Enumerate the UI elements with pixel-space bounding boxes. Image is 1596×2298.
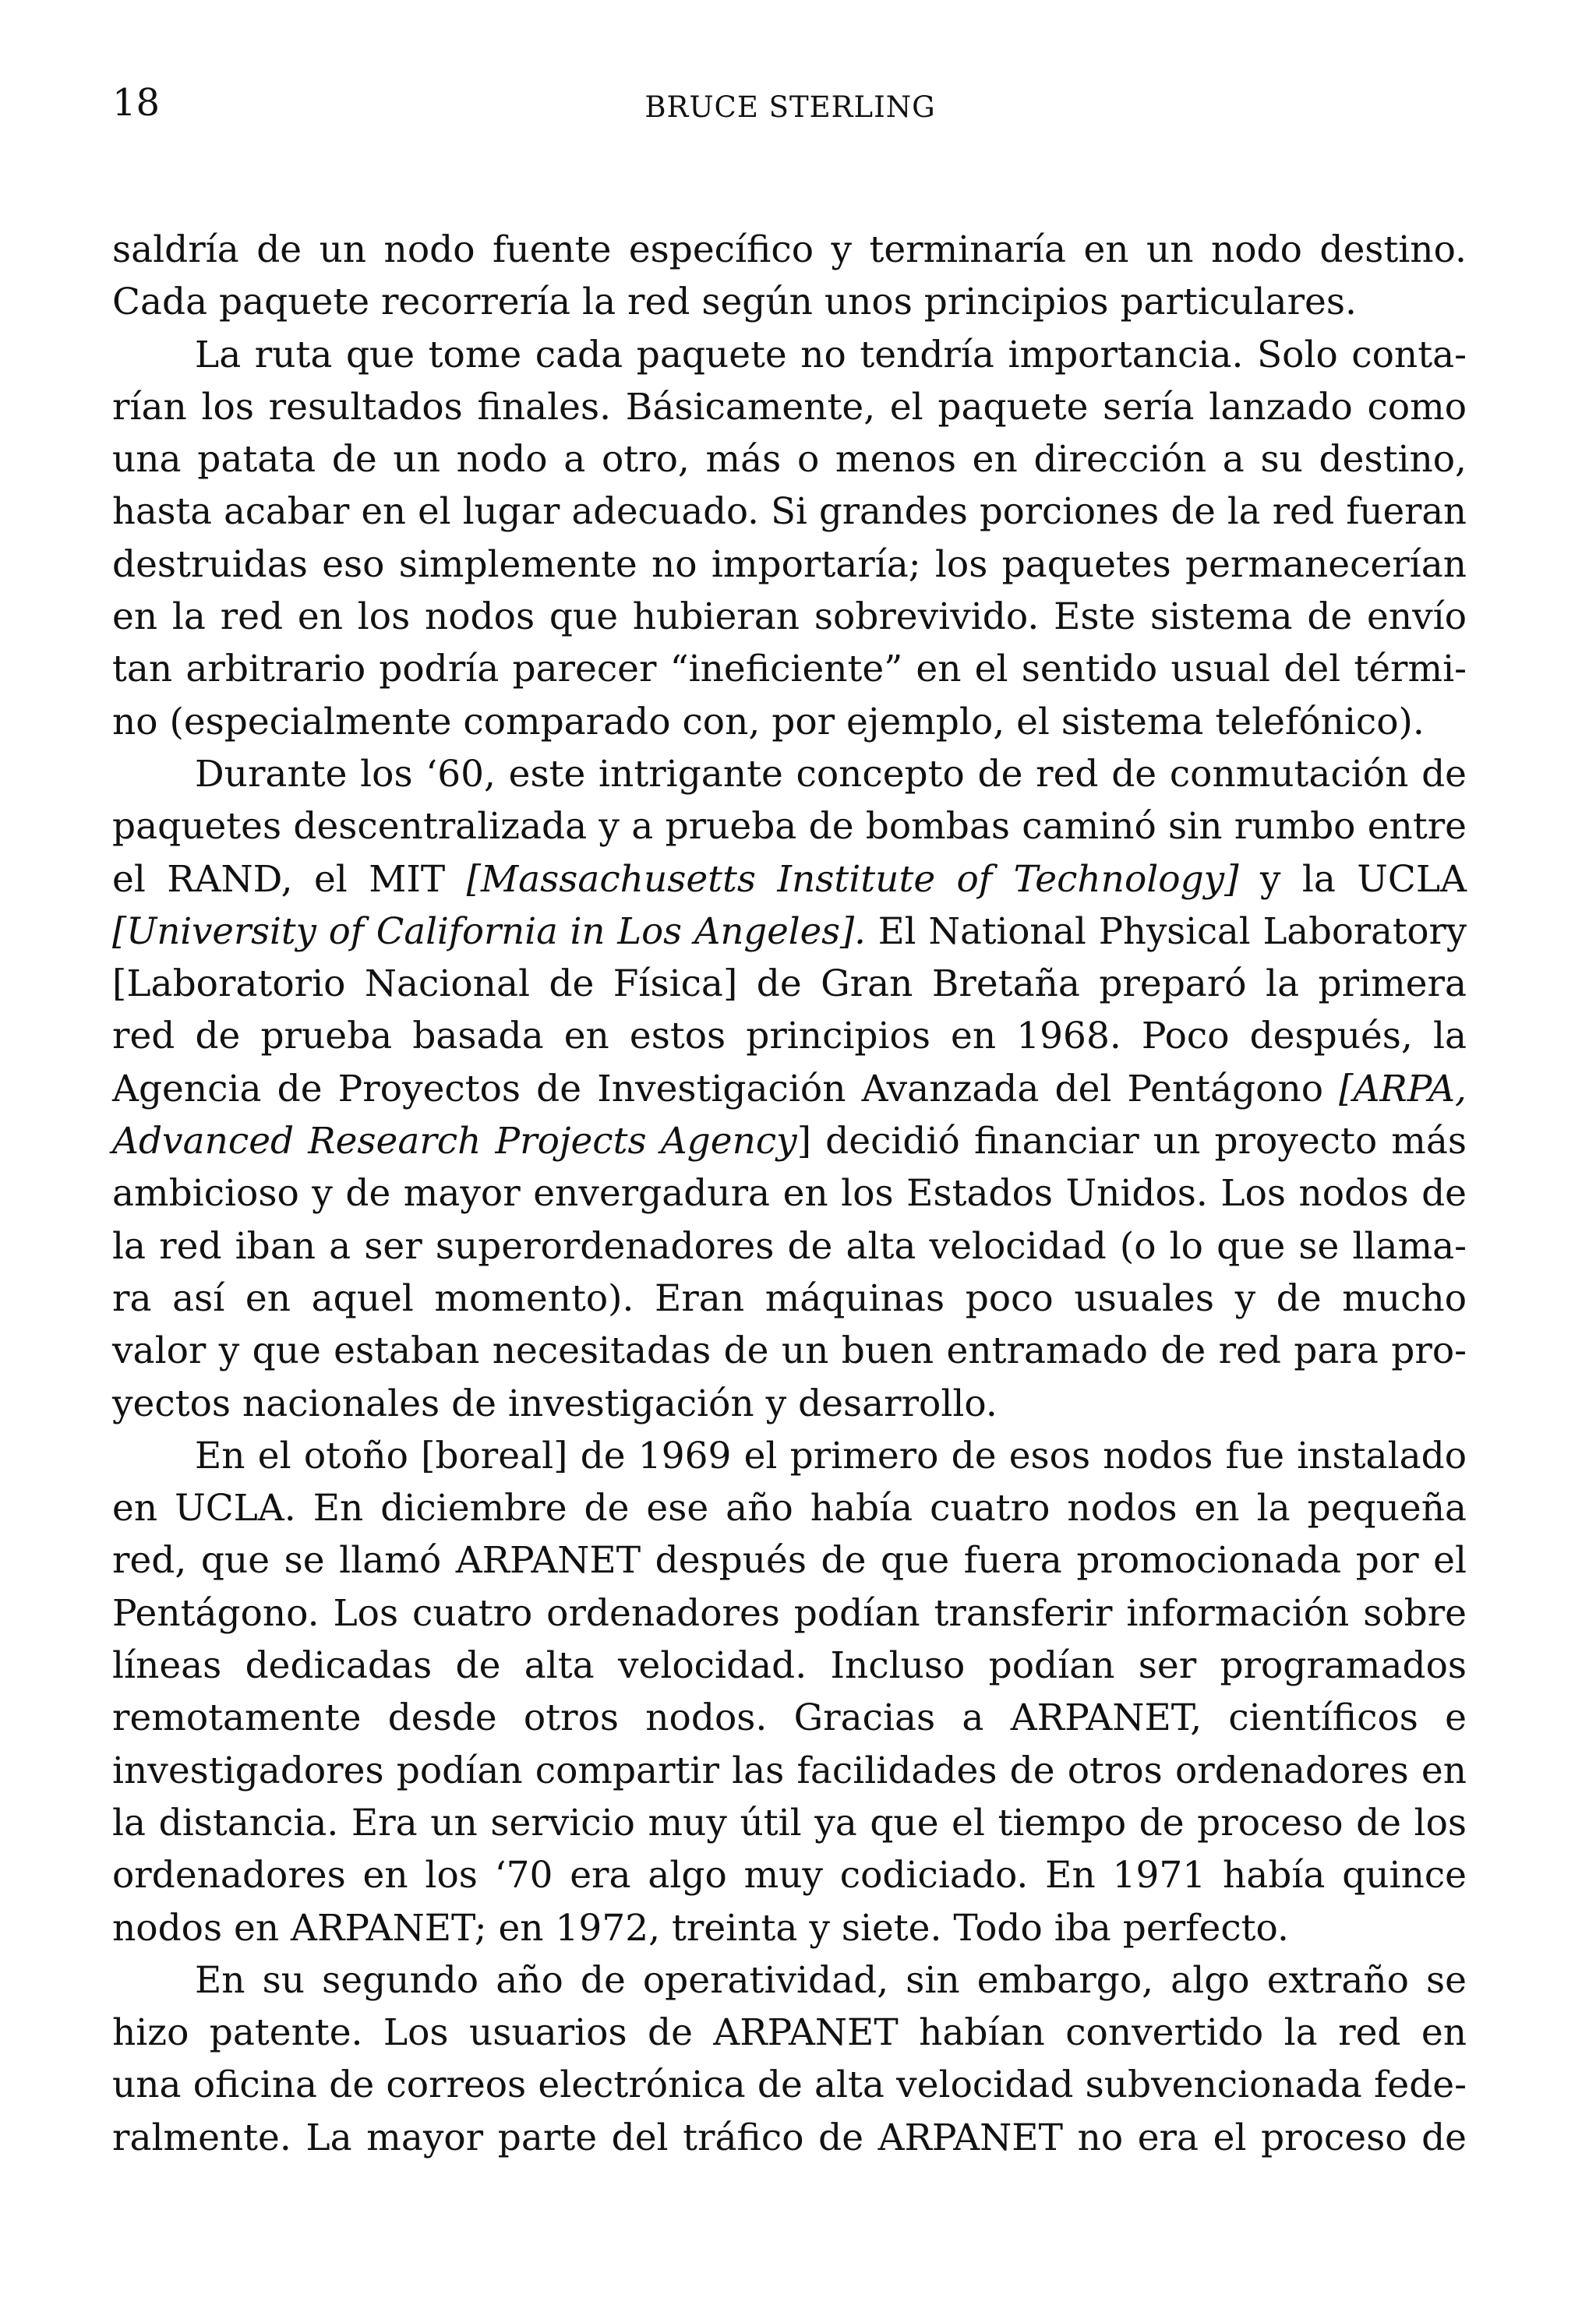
text-line	[112, 905, 1467, 958]
text-line: ralmente. La mayor parte del tráfico de ARPANET no era el proceso de	[112, 2116, 1467, 2159]
text-line: La ruta que tome cada paquete no tendría importancia. Solo conta-	[195, 333, 1467, 376]
text-line: paquetes descentralizada y a prueba de bombas caminó sin rumbo entre	[112, 805, 1467, 849]
text-line: Cada paquete recorrería la red según unos principios particulares.	[112, 281, 1357, 324]
text-line: una patata de un nodo a otro, más o menos en dirección a su destino,	[112, 438, 1467, 482]
italic-run: [ARPA,	[1339, 1067, 1467, 1110]
body-text	[112, 224, 1467, 2164]
text-line: hizo patente. Los usuarios de ARPANET habían convertido la red en	[112, 2011, 1467, 2055]
text-line: Pentágono. Los cuatro ordenadores podían transferir información sobre	[112, 1591, 1467, 1635]
text-line: una oficina de correos electrónica de alta velocidad subvencionada fede-	[112, 2063, 1467, 2107]
text-line: remotamente desde otros nodos. Gracias a ARPANET, científicos e	[112, 1696, 1467, 1740]
text-line: en la red en los nodos que hubieran sobrevivido. Este sistema de envío	[112, 595, 1467, 639]
text-line: ordenadores en los ‘70 era algo muy codiciado. En 1971 había quince	[112, 1854, 1467, 1897]
text-line: Durante los ‘60, este intrigante concepto de red de conmutación de	[195, 752, 1467, 796]
italic-run: Advanced Research Projects Agency	[112, 1120, 797, 1163]
italic-run: [University of California in Los Angeles].	[112, 909, 866, 952]
italic-run: [Massachusetts Institute of Technology]	[466, 857, 1239, 901]
text-line: destruidas eso simplemente no importaría; los paquetes permanecerían	[112, 542, 1467, 586]
text-line	[112, 853, 1467, 905]
text-line: En su segundo año de operatividad, sin embargo, algo extraño se	[195, 1958, 1467, 2002]
text-run: ] decidió financiar un proyecto más	[796, 1120, 1467, 1163]
text-line: la distancia. Era un servicio muy útil ya que el tiempo de proceso de los	[112, 1801, 1467, 1844]
page-number: 18	[112, 81, 161, 125]
text-run: y la UCLA	[1238, 857, 1467, 901]
text-line: investigadores podían compartir las facilidades de otros ordenadores en	[112, 1749, 1467, 1792]
text-line: saldría de un nodo fuente específico y terminaría en un nodo destino.	[112, 228, 1467, 271]
text-line	[112, 1115, 1467, 1167]
text-run: Agencia de Proyectos de Investigación Avanzada del Pentágono	[112, 1067, 1340, 1110]
text-line: valor y que estaban necesitadas de un buen entramado de red para pro-	[112, 1329, 1467, 1373]
text-run: El National Physical Laboratory	[865, 909, 1467, 952]
text-line: En el otoño [boreal] de 1969 el primero de esos nodos fue instalado	[195, 1434, 1467, 1477]
text-line: [Laboratorio Nacional de Física] de Gran Bretaña preparó la primera	[112, 962, 1467, 1006]
text-line: yectos nacionales de investigación y desarrollo.	[112, 1382, 998, 1425]
running-head: BRUCE STERLING	[644, 90, 936, 124]
text-line: hasta acabar en el lugar adecuado. Si grandes porciones de la red fueran	[112, 490, 1467, 533]
page-header	[112, 78, 1468, 132]
text-line: la red iban a ser superordenadores de alta velocidad (o lo que se llama-	[112, 1224, 1467, 1268]
text-line	[112, 1063, 1467, 1115]
text-line: red de prueba basada en estos principios en 1968. Poco después, la	[112, 1015, 1467, 1058]
text-line: ra así en aquel momento). Eran máquinas poco usuales y de mucho	[112, 1276, 1467, 1320]
text-line: ambicioso y de mayor envergadura en los Estados Unidos. Los nodos de	[112, 1172, 1467, 1216]
text-line: no (especialmente comparado con, por ejemplo, el sistema telefónico).	[112, 700, 1425, 743]
text-line: tan arbitrario podría parecer “ineficiente” en el sentido usual del térmi-	[112, 648, 1467, 691]
text-line: red, que se llamó ARPANET después de que fuera promocionada por el	[112, 1539, 1467, 1583]
text-line: nodos en ARPANET; en 1972, treinta y siete. Todo iba perfecto.	[112, 1906, 1289, 1950]
text-run: el RAND, el MIT	[112, 857, 467, 901]
text-line: en UCLA. En diciembre de ese año había cuatro nodos en la pequeña	[112, 1487, 1467, 1530]
text-line: rían los resultados finales. Básicamente, el paquete sería lanzado como	[112, 385, 1467, 429]
text-line: líneas dedicadas de alta velocidad. Incluso podían ser programados	[112, 1644, 1467, 1688]
